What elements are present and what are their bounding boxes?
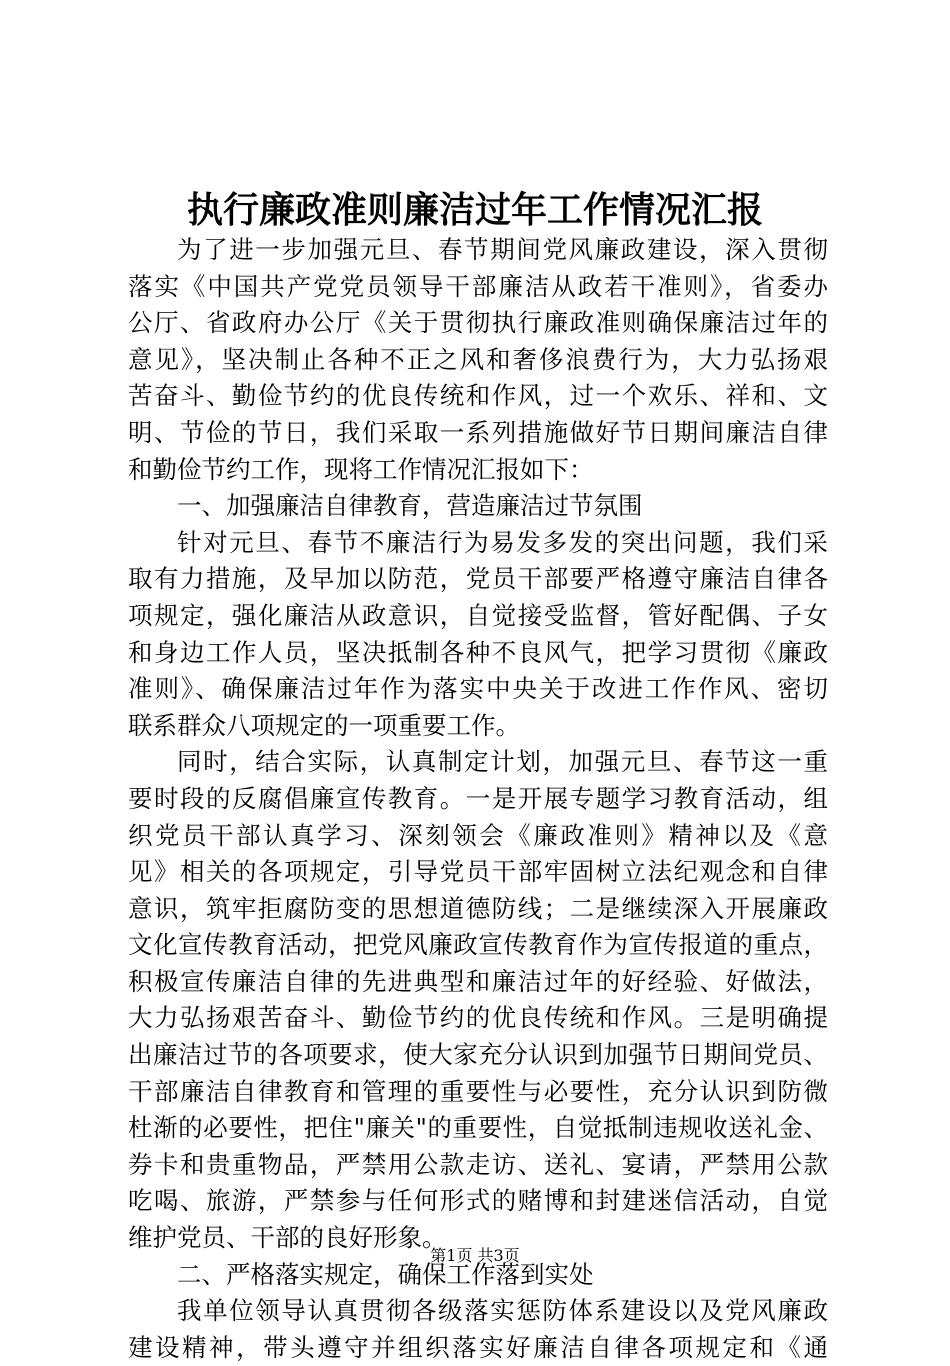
body-line: 织党员干部认真学习、深刻领会《廉政准则》精神以及《意 (128, 820, 828, 850)
body-line: 文化宣传教育活动，把党风廉政宣传教育作为宣传报道的重点， (128, 930, 828, 960)
body-line: 建设精神，带头遵守并组织落实好廉洁自律各项规定和《通 (128, 1332, 828, 1362)
body-line: 券卡和贵重物品，严禁用公款走访、送礼、宴请，严禁用公款 (128, 1149, 828, 1179)
page-footer: 第1页 共3页 (430, 1246, 520, 1265)
body-line: 我单位领导认真贯彻各级落实惩防体系建设以及党风廉政 (177, 1296, 828, 1326)
body-line: 项规定，强化廉洁从政意识，自觉接受监督，管好配偶、子女 (128, 600, 828, 630)
body-line: 和勤俭节约工作，现将工作情况汇报如下： (128, 454, 594, 484)
body-line: 要时段的反腐倡廉宣传教育。一是开展专题学习教育活动，组 (128, 783, 828, 813)
body-line: 取有力措施，及早加以防范，党员干部要严格遵守廉洁自律各 (128, 564, 828, 594)
body-line: 和身边工作人员，坚决抵制各种不良风气，把学习贯彻《廉政 (128, 637, 828, 667)
body-line: 维护党员、干部的良好形象。 (128, 1223, 447, 1253)
body-line: 大力弘扬艰苦奋斗、勤俭节约的优良传统和作风。三是明确提 (128, 1003, 828, 1033)
section-heading: 一、加强廉洁自律教育，营造廉洁过节氛围 (177, 491, 643, 521)
body-line: 积极宣传廉洁自律的先进典型和廉洁过年的好经验、好做法， (128, 966, 828, 996)
body-line: 准则》、确保廉洁过年作为落实中央关于改进工作作风、密切 (128, 674, 828, 704)
body-line: 落实《中国共产党党员领导干部廉洁从政若干准则》，省委办 (128, 271, 828, 301)
body-line: 干部廉洁自律教育和管理的重要性与必要性，充分认识到防微 (128, 1076, 828, 1106)
body-line: 联系群众八项规定的一项重要工作。 (128, 710, 520, 740)
body-line: 明、节俭的节日，我们采取一系列措施做好节日期间廉洁自律 (128, 417, 828, 447)
body-line: 意见》，坚决制止各种不正之风和奢侈浪费行为，大力弘扬艰 (128, 344, 828, 374)
body-line: 出廉洁过节的各项要求，使大家充分认识到加强节日期间党员、 (128, 1040, 828, 1070)
body-line: 公厅、省政府办公厅《关于贯彻执行廉政准则确保廉洁过年的 (128, 308, 828, 338)
body-line: 吃喝、旅游，严禁参与任何形式的赌博和封建迷信活动，自觉 (128, 1186, 828, 1216)
body-line: 苦奋斗、勤俭节约的优良传统和作风，过一个欢乐、祥和、文 (128, 381, 828, 411)
body-line: 意识，筑牢拒腐防变的思想道德防线；二是继续深入开展廉政 (128, 893, 828, 923)
body-line: 针对元旦、春节不廉洁行为易发多发的突出问题，我们采 (177, 527, 828, 557)
body-line: 见》相关的各项规定，引导党员干部牢固树立法纪观念和自律 (128, 857, 828, 887)
body-line: 同时，结合实际，认真制定计划，加强元旦、春节这一重 (177, 747, 828, 777)
section-heading: 二、严格落实规定，确保工作落到实处 (177, 1259, 594, 1289)
body-line: 为了进一步加强元旦、春节期间党风廉政建设，深入贯彻 (177, 235, 828, 264)
document-title: 执行廉政准则廉洁过年工作情况汇报 (186, 189, 763, 231)
body-line: 杜渐的必要性，把住"廉关"的重要性，自觉抵制违规收送礼金、 (128, 1113, 828, 1143)
document-body (128, 232, 828, 1366)
